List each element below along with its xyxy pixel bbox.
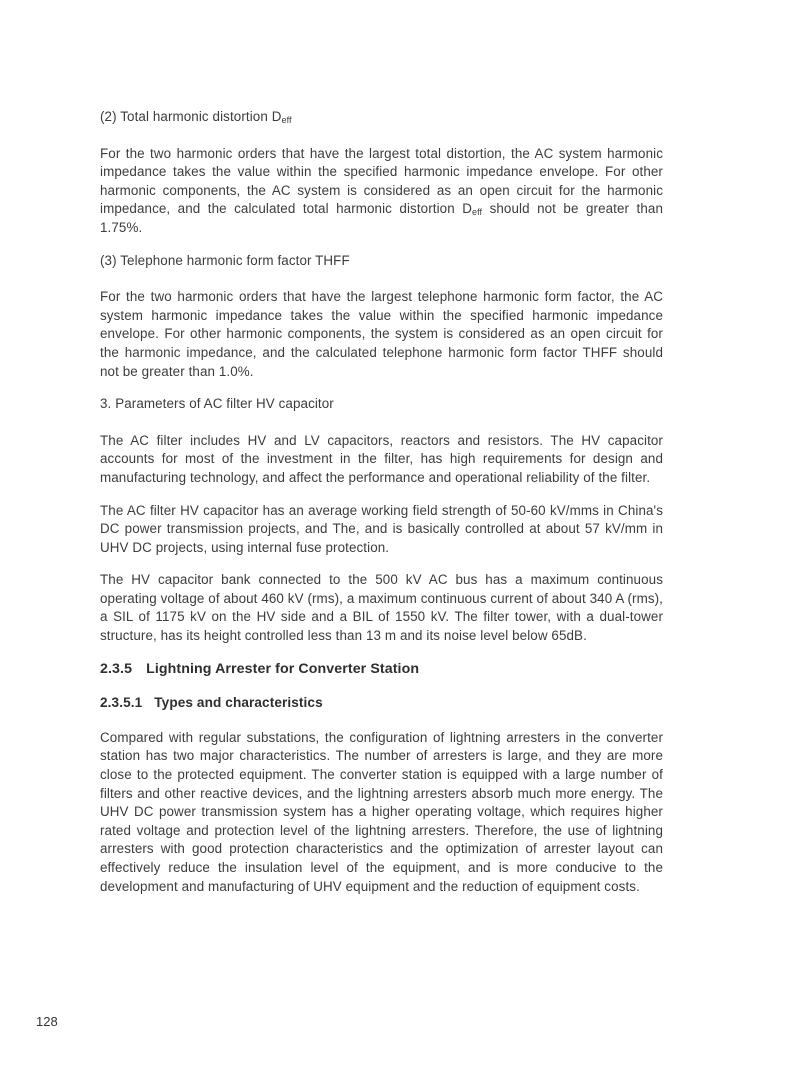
para-thd-part2: should not be greater than 1.75%.	[100, 201, 663, 235]
subsection-title: Types and characteristics	[154, 695, 323, 711]
heading-telephone-harmonic-form-factor: (3) Telephone harmonic form factor THFF	[100, 252, 350, 268]
para-thd-subscript: eff	[471, 207, 483, 218]
para-hv-capacitor-bank: The HV capacitor bank connected to the 500 kV AC bus has a maximum continuous operating voltage of about 460 kV (rms), a maximum continuous current of about 340 A (rms), a SIL of 1175 kV on the HV side and a BIL of 1550 kV. The filter tower, with a dual-tower structure, has its height controlled less than 13 m and its noise level below 65dB.	[100, 572, 663, 644]
main-text-column	[100, 108, 663, 910]
para-ac-filter-field-strength: The AC filter HV capacitor has an average working field strength of 50-60 kV/mms in China's DC power transmission projects, and The, and is basically controlled at about 57 kV/mm in UHV DC projects, using internal fuse protection.	[100, 502, 663, 555]
section-title: Lightning Arrester for Converter Station	[146, 660, 420, 677]
para-total-harmonic-distortion	[100, 145, 663, 238]
heading-total-harmonic-distortion	[100, 108, 663, 127]
para-telephone-harmonic-form-factor: For the two harmonic orders that have the largest telephone harmonic form factor, the AC system harmonic impedance takes the value within the specified harmonic impedance envelope. For other harmonic components, the system is considered as an open circuit for the harmonic impedance, and the calculated telephone harmonic form factor THFF should not be greater than 1.0%.	[100, 289, 663, 379]
heading-total-harmonic-distortion-text: (2) Total harmonic distortion D	[100, 109, 282, 124]
para-arrester-characteristics: Compared with regular substations, the configuration of lightning arresters in the converter station has two major characteristics. The number of arresters is large, and they are more close to the protected equipment. The converter station is equipped with a large number of filters and other reactive devices, and the lightning arresters absorb much more energy. The UHV DC power transmission system has a higher operating voltage, which requires higher rated voltage and protection level of the lightning arresters. Therefore, the use of lightning arresters with good protection characteristics and the optimization of arrester layout can effectively reduce the insulation level of the equipment, and is more conducive to the development and manufacturing of UHV equipment and the reduction of equipment costs.	[100, 729, 663, 894]
heading-thd-subscript: eff	[281, 115, 292, 125]
para-ac-filter-components: The AC filter includes HV and LV capacitors, reactors and resistors. The HV capacitor accounts for most of the investment in the filter, has high requirements for design and manufacturing technology, and affect the performance and operational reliability of the filter.	[100, 432, 663, 485]
page-number: 128	[36, 1014, 58, 1029]
subsection-heading-types-characteristics	[100, 694, 663, 713]
heading-ac-filter-hv-capacitor: 3. Parameters of AC filter HV capacitor	[100, 396, 334, 412]
section-number: 2.3.5	[100, 660, 133, 677]
section-heading-lightning-arrester	[100, 660, 663, 679]
para-thd-part1: For the two harmonic orders that have the largest total distortion, the AC system harmonic impedance takes the value within the specified harmonic impedance envelope. For other harmonic components, the AC system is considered as an open circuit for the harmonic impedance, and the calculated total harmonic distortion D	[100, 145, 663, 217]
subsection-number: 2.3.5.1	[100, 695, 143, 711]
